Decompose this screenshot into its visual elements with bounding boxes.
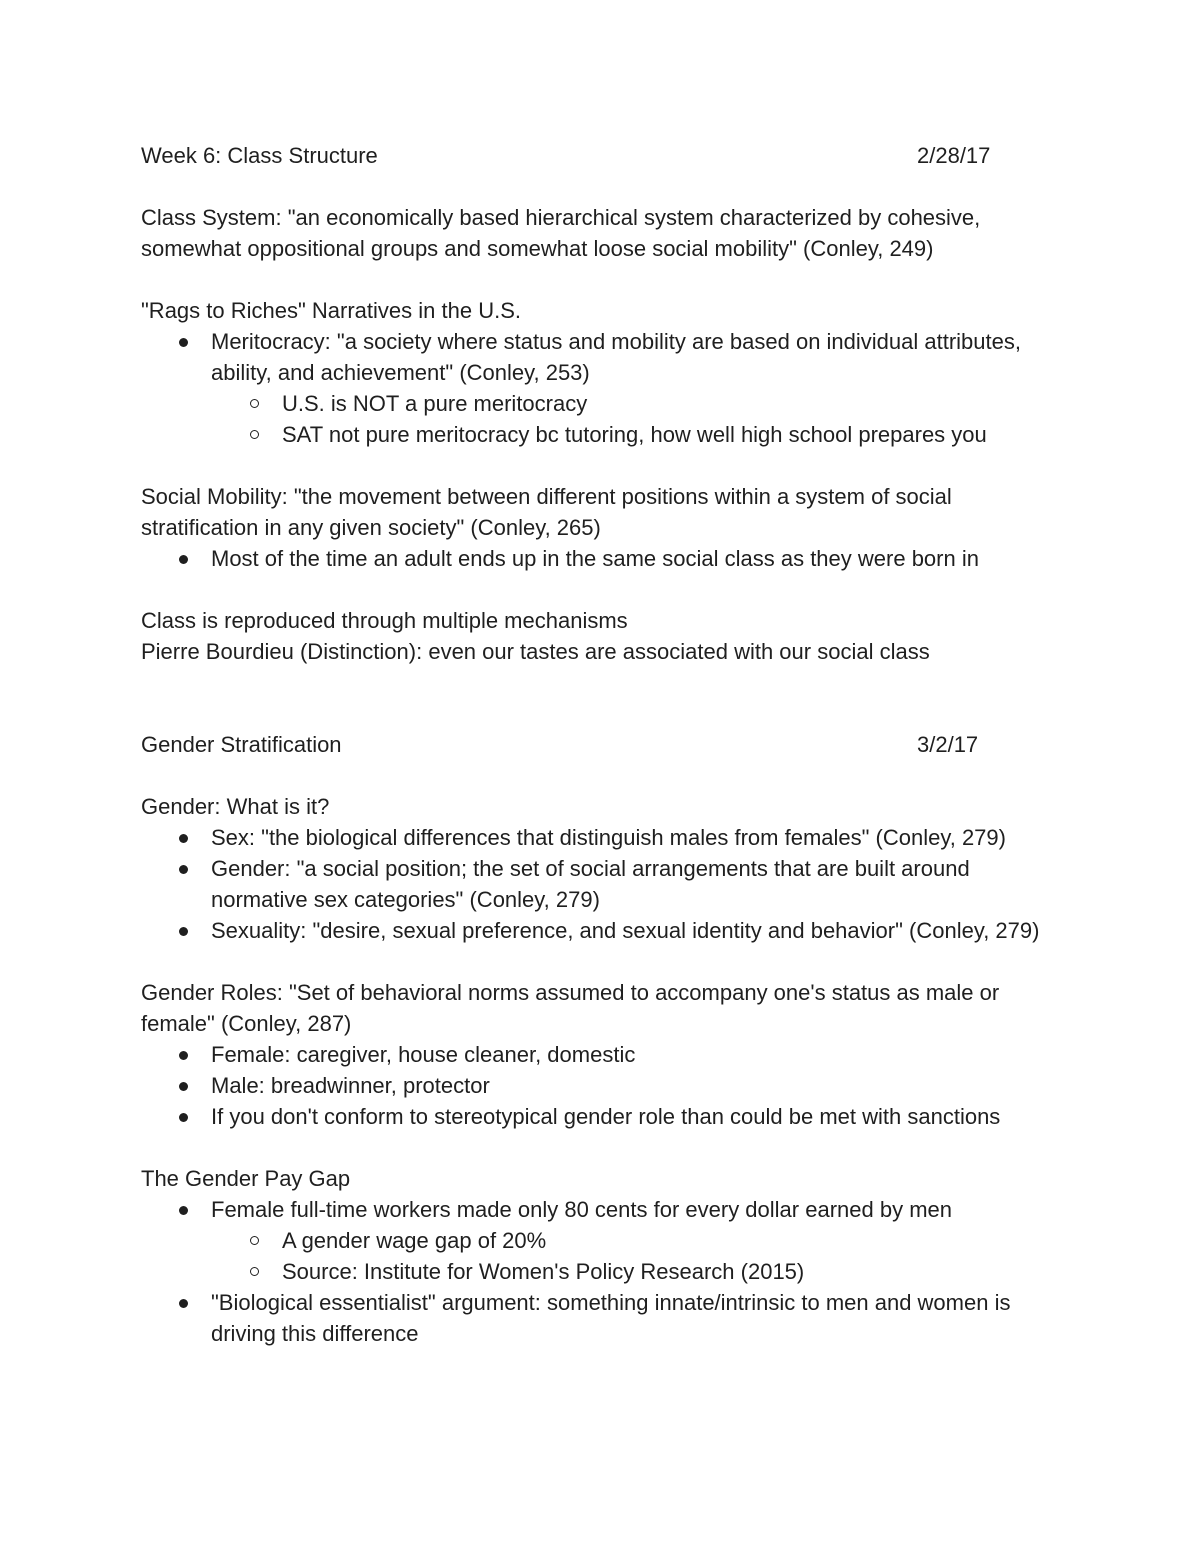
gender-definition: Gender: "a social position; the set of social arrangements that are built around normative sex categories" (Conley, 279)	[211, 856, 970, 912]
section-title: Gender Stratification	[141, 732, 342, 757]
social-mobility-definition: Social Mobility: "the movement between different positions within a system of social stratification in any given society" (Conley, 265)	[141, 484, 952, 540]
bullet-dot	[179, 927, 188, 936]
meritocracy-definition: Meritocracy: "a society where status and mobility are based on individual attributes, ability, and achievement" (Conley, 253)	[211, 329, 1021, 385]
bullet-circle	[250, 399, 259, 408]
list-item-text: A gender wage gap of 20%	[282, 1228, 547, 1253]
bullet-dot	[179, 1082, 188, 1091]
bullet-dot	[179, 555, 188, 564]
bullet-dot	[179, 1206, 188, 1215]
bullet-dot	[179, 338, 188, 347]
list-item	[141, 853, 1071, 915]
list-item	[141, 1070, 1071, 1101]
sex-definition: Sex: "the biological differences that distinguish males from females" (Conley, 279)	[211, 825, 1006, 850]
list-item	[141, 915, 1071, 946]
section-date: 2/28/17	[917, 143, 991, 168]
bourdieu-text: Pierre Bourdieu (Distinction): even our tastes are associated with our social class	[141, 639, 930, 664]
rags-to-riches-list	[141, 326, 1071, 450]
list-item	[141, 1194, 1071, 1225]
section-title: Week 6: Class Structure	[141, 143, 378, 168]
rags-to-riches-heading: "Rags to Riches" Narratives in the U.S.	[141, 298, 521, 323]
bullet-circle	[250, 1236, 259, 1245]
gender-roles-definition: Gender Roles: "Set of behavioral norms assumed to accompany one's status as male or female" (Conley, 287)	[141, 980, 1000, 1036]
bullet-circle	[250, 430, 259, 439]
list-item	[141, 1039, 1071, 1070]
section-date: 3/2/17	[917, 732, 979, 757]
list-item	[141, 1256, 1071, 1287]
gender-heading: Gender: What is it?	[141, 794, 330, 819]
class-system-definition: Class System: "an economically based hierarchical system characterized by cohesive, somewhat oppositional groups and somewhat loose social mobility" (Conley, 249)	[141, 205, 981, 261]
list-item	[141, 822, 1071, 853]
section-header-gender-stratification	[141, 729, 1071, 760]
list-item-text: Female: caregiver, house cleaner, domestic	[211, 1042, 636, 1067]
list-item	[141, 1287, 1071, 1349]
list-item	[141, 1225, 1071, 1256]
bullet-dot	[179, 1051, 188, 1060]
list-item	[141, 326, 1071, 388]
pay-gap-list	[141, 1194, 1071, 1349]
pay-gap-heading: The Gender Pay Gap	[141, 1166, 351, 1191]
bullet-dot	[179, 834, 188, 843]
bullet-dot	[179, 865, 188, 874]
bullet-dot	[179, 1113, 188, 1122]
list-item-text: Female full-time workers made only 80 cents for every dollar earned by men	[211, 1197, 952, 1222]
social-mobility-list	[141, 543, 1071, 574]
bullet-circle	[250, 1267, 259, 1276]
list-item-text: Source: Institute for Women's Policy Research (2015)	[282, 1259, 805, 1284]
bullet-dot	[179, 1299, 188, 1308]
list-item-text: U.S. is NOT a pure meritocracy	[282, 391, 588, 416]
list-item-text: Most of the time an adult ends up in the same social class as they were born in	[211, 546, 979, 571]
sexuality-definition: Sexuality: "desire, sexual preference, and sexual identity and behavior" (Conley, 279)	[211, 918, 1040, 943]
list-item	[141, 388, 1071, 419]
gender-roles-list	[141, 1039, 1071, 1132]
list-item-text: "Biological essentialist" argument: something innate/intrinsic to men and women is driving this difference	[211, 1290, 1011, 1346]
notes-body	[141, 140, 1071, 1349]
list-item	[141, 419, 1071, 450]
list-item-text: SAT not pure meritocracy bc tutoring, how well high school prepares you	[282, 422, 987, 447]
gender-definitions-list	[141, 822, 1071, 946]
list-item	[141, 1101, 1071, 1132]
list-item-text: If you don't conform to stereotypical gender role than could be met with sanctions	[211, 1104, 1001, 1129]
class-reproduction-text: Class is reproduced through multiple mechanisms	[141, 608, 628, 633]
section-header-class-structure	[141, 140, 1071, 171]
list-item	[141, 543, 1071, 574]
list-item-text: Male: breadwinner, protector	[211, 1073, 490, 1098]
